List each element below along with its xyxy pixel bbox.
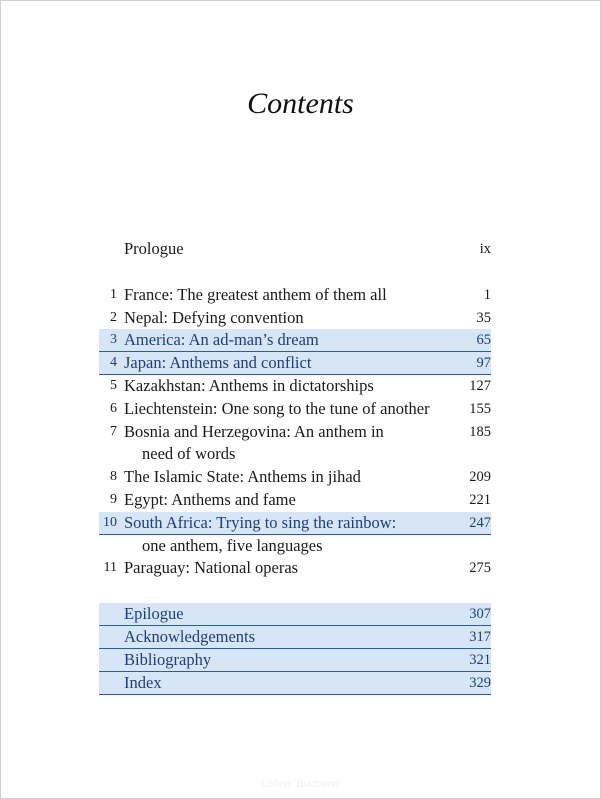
- page-number: 209: [469, 469, 491, 485]
- chapter-title: Kazakhstan: Anthems in dictatorships: [124, 376, 374, 395]
- toc-entry-9: [99, 489, 491, 511]
- toc-link-acknowledgements[interactable]: [99, 626, 491, 649]
- chapter-number: 5: [110, 378, 117, 393]
- chapter-number: 10: [103, 515, 117, 530]
- toc-entry-7: [99, 421, 491, 443]
- toc-entry-prologue: [99, 238, 491, 260]
- page-number: 275: [469, 560, 491, 576]
- page-number: 155: [469, 401, 491, 417]
- toc-link-10[interactable]: [99, 512, 491, 535]
- toc-entry-5: [99, 375, 491, 397]
- toc-link-index[interactable]: [99, 672, 491, 695]
- toc-link-epilogue[interactable]: [99, 603, 491, 626]
- chapter-title: Index: [124, 673, 162, 692]
- chapter-number: 11: [103, 560, 117, 575]
- toc-link-bibliography[interactable]: [99, 649, 491, 672]
- page-number: 97: [476, 355, 491, 371]
- page-number: 185: [469, 424, 491, 440]
- toc-entry-10-continuation: [99, 535, 491, 557]
- toc-entry-6: [99, 398, 491, 420]
- chapter-title-continuation: need of words: [142, 444, 236, 463]
- chapter-number: 3: [110, 332, 117, 347]
- chapter-title: South Africa: Trying to sing the rainbow:: [124, 513, 397, 532]
- chapter-number: 8: [110, 469, 117, 484]
- page-number: 317: [469, 629, 491, 645]
- chapter-title: Acknowledgements: [124, 627, 256, 646]
- toc-link-4[interactable]: [99, 352, 491, 375]
- toc-entry-2: [99, 307, 491, 329]
- page-number: 127: [469, 378, 491, 394]
- page-number: 321: [469, 652, 491, 668]
- page-title: Contents: [247, 87, 354, 120]
- chapter-title: America: An ad-man’s dream: [124, 330, 319, 349]
- chapter-title: Nepal: Defying convention: [124, 308, 304, 327]
- toc-entry-11: [99, 557, 491, 579]
- chapter-title: Liechtenstein: One song to the tune of another: [124, 399, 430, 418]
- chapter-number: 7: [110, 424, 117, 439]
- toc-entry-7-continuation: [99, 443, 491, 465]
- chapter-number: 6: [110, 401, 117, 416]
- chapter-title: Prologue: [124, 239, 184, 258]
- page-number: 329: [469, 675, 491, 691]
- page-number: 1: [483, 287, 491, 303]
- page-number: 35: [476, 310, 491, 326]
- page-number: 307: [469, 606, 491, 622]
- page-number: 65: [476, 332, 491, 348]
- page-number: 247: [469, 515, 491, 531]
- chapter-title-continuation: one anthem, five languages: [142, 536, 323, 555]
- chapter-number: 2: [110, 310, 117, 325]
- chapter-number: 4: [110, 355, 117, 370]
- chapter-number: 1: [110, 287, 117, 302]
- chapter-number: 9: [110, 492, 117, 507]
- toc-entry-1: [99, 284, 491, 306]
- chapter-title: Bibliography: [124, 650, 212, 669]
- page-footer-watermark: Lehrer Bücherei: [261, 778, 340, 790]
- chapter-title: Epilogue: [124, 604, 184, 623]
- chapter-title: France: The greatest anthem of them all: [124, 285, 387, 304]
- chapter-title: Japan: Anthems and conflict: [124, 353, 312, 372]
- chapter-title: Egypt: Anthems and fame: [124, 490, 296, 509]
- toc-link-3[interactable]: [99, 329, 491, 352]
- chapter-title: The Islamic State: Anthems in jihad: [124, 467, 361, 486]
- page-number: 221: [469, 492, 491, 508]
- page-number: ix: [479, 241, 491, 257]
- chapter-title: Bosnia and Herzegovina: An anthem in: [124, 422, 384, 441]
- chapter-title: Paraguay: National operas: [124, 558, 299, 577]
- toc-entry-8: [99, 466, 491, 488]
